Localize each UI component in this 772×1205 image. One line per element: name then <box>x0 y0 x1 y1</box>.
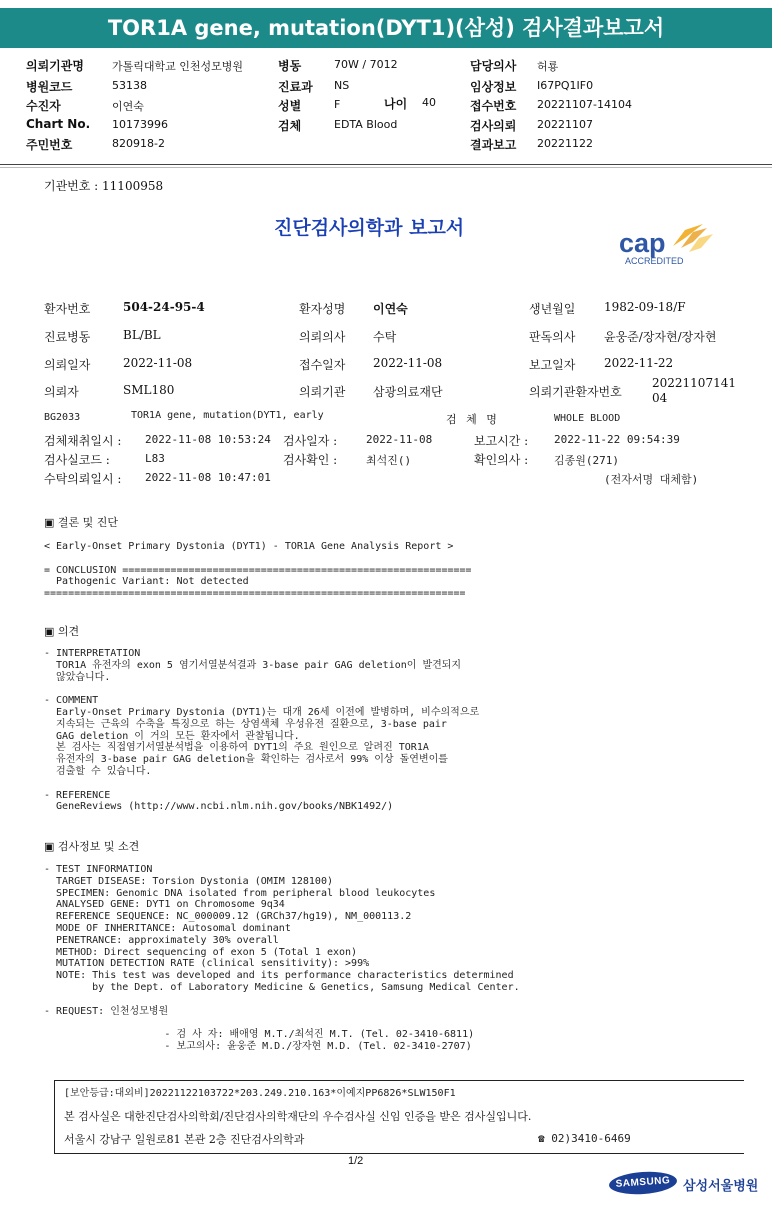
patient-field-value: 2022110714104 <box>652 376 736 405</box>
hospital-name: 삼성서울병원 <box>683 1179 759 1194</box>
timing-label: 검사확인 : <box>283 453 338 467</box>
age-value: 40 <box>422 96 436 109</box>
page-number: 1/2 <box>348 1155 364 1167</box>
patient-field-label: 진료병동 <box>44 330 91 344</box>
test-code: BG2033 <box>44 412 81 423</box>
top-info-value: 허룡 <box>537 60 559 73</box>
patient-field-value: 삼광의료재단 <box>373 385 443 399</box>
cap-logo <box>615 222 725 270</box>
patient-field-label: 의뢰자 <box>44 385 79 399</box>
patient-field-value: 504-24-95-4 <box>123 300 205 314</box>
age-label: 나이 <box>384 97 408 111</box>
footer-left-rule <box>54 1080 55 1154</box>
security-line: [보안등급:대외비]20221122103722*203.249.210.163*이예지PP6826*SLW150F1 <box>64 1088 456 1099</box>
certification-text: 본 검사실은 대한진단검사의학회/진단검사의학재단의 우수검사실 신임 인증을 받은 검사실입니다. <box>64 1110 532 1123</box>
top-info-label: 임상정보 <box>470 80 517 94</box>
samsung-logo <box>608 1170 677 1197</box>
patient-field-label: 보고일자 <box>529 358 576 372</box>
timing-label: 검사실코드 : <box>44 453 110 467</box>
testinfo-heading: ▣ 검사정보 및 소견 <box>44 840 140 853</box>
conclusion-body: < Early-Onset Primary Dystonia (DYT1) - TOR1A Gene Analysis Report > = CONCLUSION ========================================================== Pathogenic Variant: Not detected ====================================================================== <box>44 541 472 600</box>
top-info-value: NS <box>334 79 350 92</box>
top-info-label: 검체 <box>278 119 302 133</box>
patient-field-value: SML180 <box>123 383 175 397</box>
timing-value: 2022-11-08 10:53:24 <box>145 433 271 446</box>
report-header-title: TOR1A gene, mutation(DYT1)(삼성) 검사결과보고서 <box>0 8 772 48</box>
patient-field-label: 판독의사 <box>529 330 576 344</box>
patient-field-label: 의뢰일자 <box>44 358 91 372</box>
patient-field-value: 윤웅준/장자현/장자현 <box>604 330 717 344</box>
top-info-label: Chart No. <box>26 117 91 131</box>
patient-field-label: 의뢰기관 <box>299 385 346 399</box>
patient-field-label: 의뢰기관환자번호 <box>529 385 622 399</box>
top-info-value: 820918-2 <box>112 137 165 150</box>
header-divider <box>0 164 772 165</box>
top-info-value: I67PQ1IF0 <box>537 79 594 92</box>
timing-label: 확인의사 : <box>474 453 529 467</box>
top-info-label: 담당의사 <box>470 59 517 73</box>
top-info-label: 주민번호 <box>26 138 73 152</box>
header-divider-thin <box>0 167 772 168</box>
top-info-value: 53138 <box>112 79 147 92</box>
patient-field-value: BL/BL <box>123 328 161 342</box>
top-info-value: 가톨릭대학교 인천성모병원 <box>112 60 244 73</box>
patient-field-value: 2022-11-08 <box>373 356 443 370</box>
top-info-label: 접수번호 <box>470 99 517 113</box>
footer-top-rule <box>54 1080 744 1081</box>
patient-field-label: 의뢰의사 <box>299 330 346 344</box>
testinfo-body: - TEST INFORMATION TARGET DISEASE: Torsion Dystonia (OMIM 128100) SPECIMEN: Genomic DNA isolated from peripheral blood leukocytes ANALYSED GENE: DYT1 on Chromosome 9q34 REFERENCE SEQUENCE: NC_000009.12 (GRCh37/hg19), NM_000113.2 MODE OF INHERITANCE: Autosomal dominant PENETRANCE: approximately 30% overall METHOD: Direct sequencing of exon 5 (Total 1 exon) MUTATION DETECTION RATE (clinical sensitivity): >99% NOTE: This test was developed and its performance characteristics determined by the Dept. of Laboratory Medicine & Genetics, Samsung Medical Center. - REQUEST: 인천성모병원 - 검 사 자: 배애영 M.T./최석진 M.T. (Tel. 02-3410-6811) - 보고의사: 윤웅준 M.D./장자현 M.D. (Tel. 02-3410-2707) <box>44 864 520 1052</box>
timing-value: 2022-11-08 <box>366 433 433 446</box>
patient-field-value: 2022-11-08 <box>123 356 193 370</box>
top-info-label: 병원코드 <box>26 80 73 94</box>
agency-number: 기관번호 : 11100958 <box>44 179 164 193</box>
top-info-value: 70W / 7012 <box>334 58 398 71</box>
top-info-label: 성별 <box>278 99 302 113</box>
report-title: 진단검사의학과 보고서 <box>274 217 465 239</box>
top-info-label: 수진자 <box>26 99 61 113</box>
opinion-body: - INTERPRETATION TOR1A 유전자의 exon 5 염기서열분석결과 3-base pair GAG deletion이 발견되지 않았습니다. - COMMENT Early-Onset Primary Dystonia (DYT1)는 대개 26세 이전에 발병하며, 비수의적으로 지속되는 근육의 수축을 특징으로 하는 상염색체 우성유전 질환으로, 3-base pair GAG deletion 이 거의 모든 환자에서 관찰됩니다. 본 검사는 직접염기서열분석법을 이용하여 DYT1의 주요 원인으로 알려진 TOR1A 유전자의 3-base pair GAG deletion을 확인하는 검사로서 99% 이상 돌연변이를 검출할 수 있습니다. - REFERENCE GeneReviews (http://www.ncbi.nlm.nih.gov/books/NBK1492/) <box>44 648 480 813</box>
timing-value: (전자서명 대체함) <box>604 473 699 486</box>
timing-value: 2022-11-22 09:54:39 <box>554 433 680 446</box>
opinion-heading: ▣ 의견 <box>44 625 80 638</box>
top-info-value: 20221122 <box>537 137 593 150</box>
cap-brand: cap <box>619 228 666 258</box>
conclusion-heading: ▣ 결론 및 진단 <box>44 516 119 529</box>
timing-value: L83 <box>145 452 165 465</box>
top-info-label: 병동 <box>278 59 302 73</box>
cap-sub: ACCREDITED <box>625 256 684 266</box>
top-info-value: EDTA Blood <box>334 118 398 131</box>
patient-field-value: 수탁 <box>373 330 397 344</box>
timing-label: 보고시간 : <box>474 434 529 448</box>
footer-bottom-rule <box>54 1153 744 1154</box>
test-name: TOR1A gene, mutation(DYT1, early <box>131 410 324 421</box>
lab-address: 서울시 강남구 일원로81 본관 2층 진단검사의학과 <box>64 1133 305 1146</box>
timing-label: 검사일자 : <box>283 434 338 448</box>
top-info-value: 20221107-14104 <box>537 98 632 111</box>
patient-field-label: 환자번호 <box>44 302 91 316</box>
patient-field-label: 생년월일 <box>529 302 576 316</box>
timing-value: 최석진() <box>366 454 412 467</box>
patient-field-value: 2022-11-22 <box>604 356 674 370</box>
timing-label: 검체채취일시 : <box>44 434 122 448</box>
specimen-label: 검 체 명 <box>446 413 497 426</box>
top-info-label: 검사의뢰 <box>470 119 517 133</box>
top-info-label: 의뢰기관명 <box>26 59 84 73</box>
top-info-value: 20221107 <box>537 118 593 131</box>
timing-value: 2022-11-08 10:47:01 <box>145 471 271 484</box>
top-info-label: 결과보고 <box>470 138 517 152</box>
specimen-value: WHOLE BLOOD <box>554 413 621 424</box>
timing-value: 김종원(271) <box>554 454 619 467</box>
patient-field-value: 1982-09-18/F <box>604 300 686 314</box>
patient-field-value: 이연숙 <box>373 302 408 316</box>
top-info-label: 진료과 <box>278 80 313 94</box>
top-info-value: 이연숙 <box>112 100 144 113</box>
patient-field-label: 접수일자 <box>299 358 346 372</box>
timing-label: 수탁의뢰일시 : <box>44 472 122 486</box>
samsung-logo-text: SAMSUNG <box>615 1175 671 1190</box>
top-info-value: F <box>334 98 341 111</box>
lab-phone: ☎ 02)3410-6469 <box>538 1132 631 1145</box>
top-info-value: 10173996 <box>112 118 168 131</box>
patient-field-label: 환자성명 <box>299 302 346 316</box>
